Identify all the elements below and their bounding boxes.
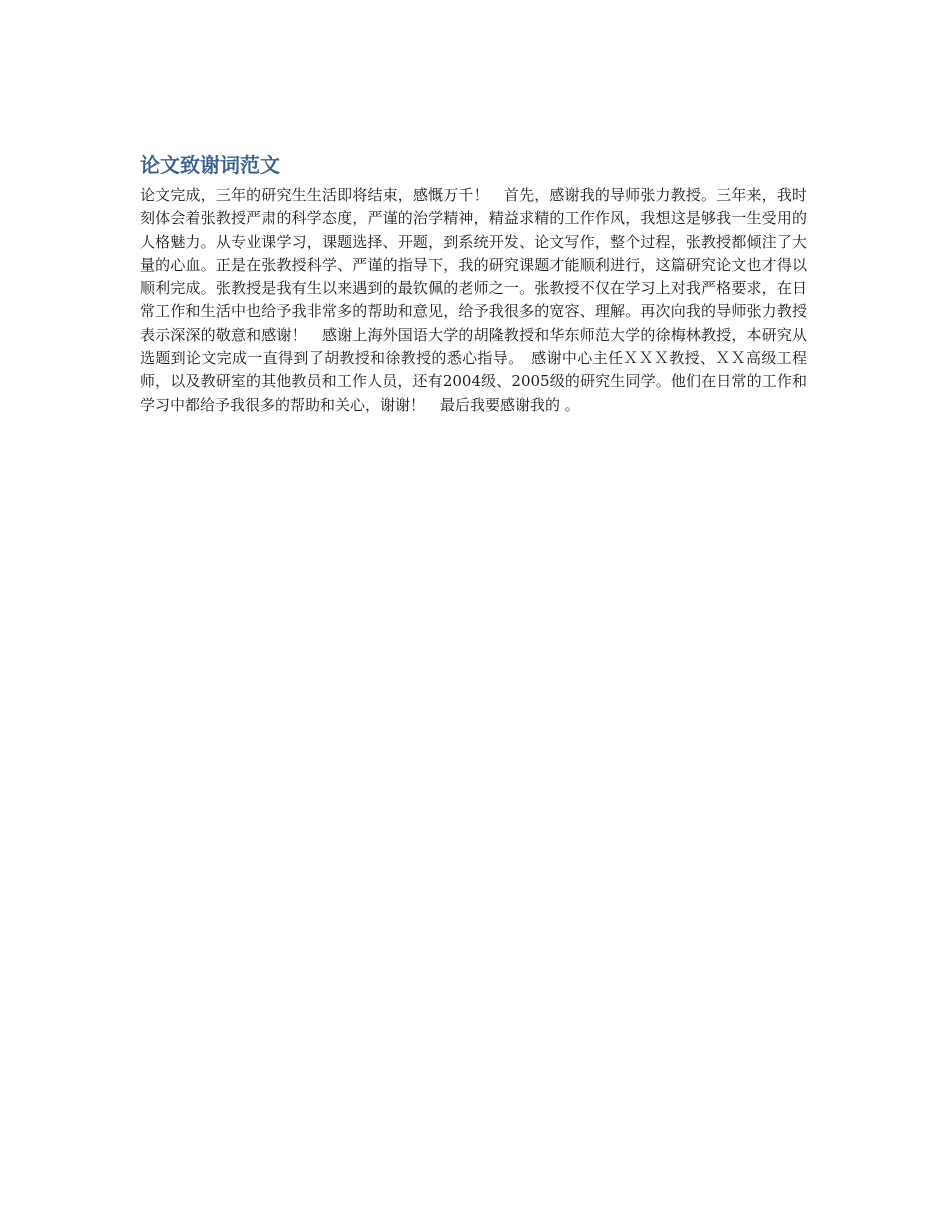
document-title: 论文致谢词范文 [140, 153, 280, 177]
document-body-paragraph: 论文完成，三年的研究生生活即将结束，感慨万千！ 首先，感谢我的导师张力教授。三年来，我时刻体会着张教授严肃的科学态度，严谨的治学精神，精益求精的工作作风，我想这是够我一生受用的人格魅力。从专业课学习，课题选择、开题，到系统开发、论文写作，整个过程，张教授都倾注了大量的心血。正是在张教授科学、严谨的指导下，我的研究课题才能顺利进行，这篇研究论文也才得以顺利完成。张教授是我有生以来遇到的最钦佩的老师之一。张教授不仅在学习上对我严格要求，在日常工作和生活中也给予我非常多的帮助和意见，给予我很多的宽容、理解。再次向我的导师张力教授表示深深的敬意和感谢！ 感谢上海外国语大学的胡隆教授和华东师范大学的徐梅林教授，本研究从选题到论文完成一直得到了胡教授和徐教授的悉心指导。 感谢中心主任ＸＸＸ教授、ＸＸ高级工程师，以及教研室的其他教员和工作人员，还有2004级、2005级的研究生同学。他们在日常的工作和学习中都给予我很多的帮助和关心，谢谢！ 最后我要感谢我的 。 [140, 186, 807, 414]
